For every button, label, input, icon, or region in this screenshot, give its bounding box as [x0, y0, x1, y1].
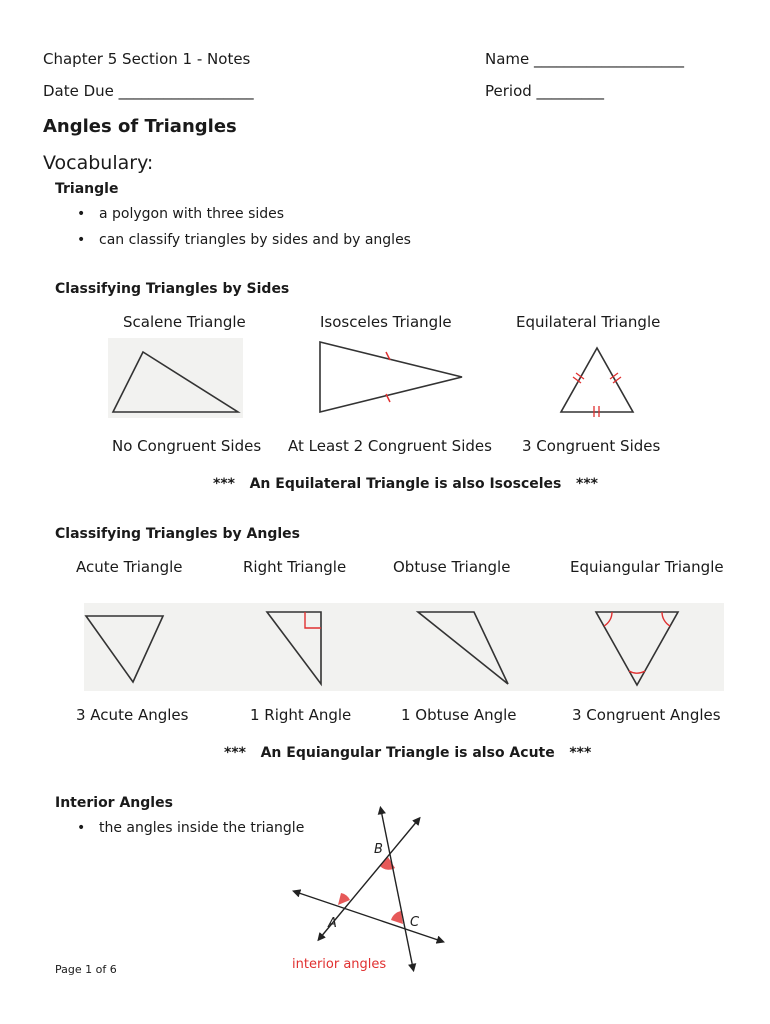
chapter-label: Chapter 5 Section 1 - Notes [43, 50, 251, 68]
vertex-label-b: B [374, 842, 383, 857]
line-bc [381, 810, 413, 968]
right-title: Right Triangle [243, 558, 347, 576]
equilateral-caption: 3 Congruent Sides [522, 437, 661, 455]
equilateral-note: *** An Equilateral Triangle is also Isosceles *** [213, 476, 598, 492]
vocabulary-heading: Vocabulary: [43, 152, 154, 174]
scalene-caption: No Congruent Sides [112, 437, 262, 455]
isosceles-title: Isosceles Triangle [320, 313, 452, 331]
equiangular-note: *** An Equiangular Triangle is also Acute *** [224, 745, 592, 761]
acute-caption: 3 Acute Angles [76, 706, 189, 724]
equiangular-caption: 3 Congruent Angles [572, 706, 721, 724]
page-number: Page 1 of 6 [55, 963, 117, 976]
acute-title: Acute Triangle [76, 558, 183, 576]
vertex-label-a: A [328, 916, 337, 931]
obtuse-caption: 1 Obtuse Angle [401, 706, 517, 724]
right-caption: 1 Right Angle [250, 706, 352, 724]
period-field[interactable]: Period _________ [485, 82, 605, 100]
interior-bullet: • the angles inside the triangle [99, 820, 304, 836]
triangle-bullet-1: • a polygon with three sides [99, 206, 284, 222]
isosceles-caption: At Least 2 Congruent Sides [288, 437, 492, 455]
triangle-bullet-2: • can classify triangles by sides and by angles [99, 232, 411, 248]
page-title: Angles of Triangles [43, 116, 237, 137]
scalene-title: Scalene Triangle [123, 313, 246, 331]
line-ac [296, 892, 441, 941]
equiangular-title: Equiangular Triangle [570, 558, 724, 576]
name-field[interactable]: Name ____________________ [485, 50, 685, 68]
angles-heading: Classifying Triangles by Angles [55, 526, 300, 542]
triangle-term: Triangle [55, 181, 119, 197]
date-due-field[interactable]: Date Due __________________ [43, 82, 254, 100]
interior-angles-caption: interior angles [292, 957, 387, 972]
sides-heading: Classifying Triangles by Sides [55, 281, 290, 297]
vertex-label-c: C [410, 915, 420, 930]
equilateral-title: Equilateral Triangle [516, 313, 661, 331]
obtuse-title: Obtuse Triangle [393, 558, 511, 576]
interior-heading: Interior Angles [55, 795, 173, 811]
